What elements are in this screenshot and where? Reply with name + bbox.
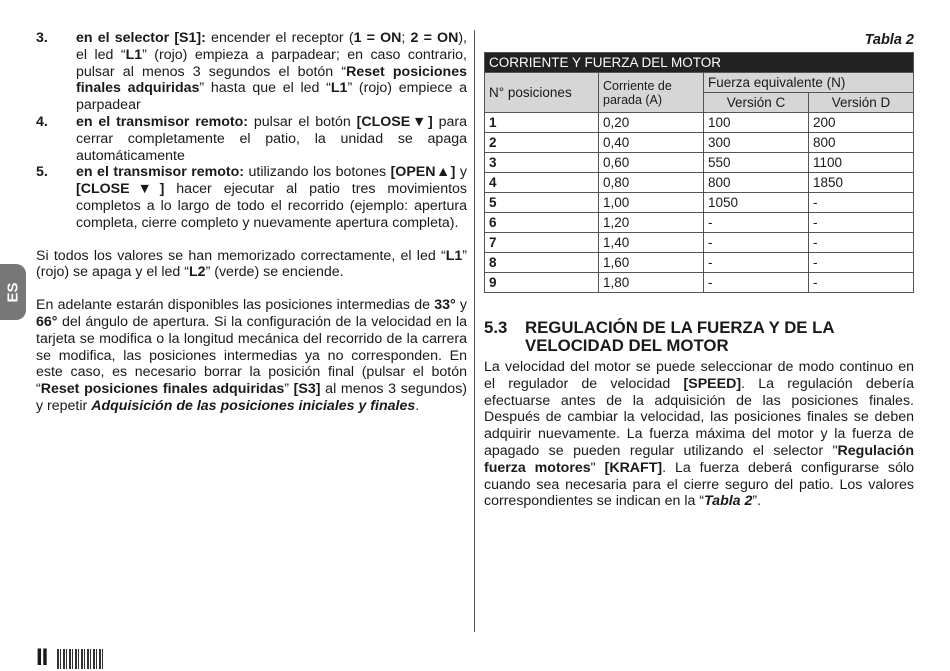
table-cell: 300 (704, 133, 809, 153)
table-cell: 1,60 (599, 253, 704, 273)
table-cell: 1050 (704, 193, 809, 213)
table-cell: 6 (485, 213, 599, 233)
step-item (36, 114, 467, 164)
table-cell: 2 (485, 133, 599, 153)
left-column (36, 30, 467, 415)
table-row (485, 133, 914, 153)
step-number: 3. (36, 30, 48, 46)
left-paragraphs (36, 248, 467, 415)
section-text-run: ”. (752, 493, 762, 510)
step-text-run: 2 = ON (410, 30, 459, 46)
paragraph-text-run: . (415, 397, 420, 414)
table-cell: 800 (808, 133, 913, 153)
step-text-run: [CLOSE▼] (76, 181, 165, 198)
step-text (76, 114, 467, 164)
paragraph-text-run: L2 (189, 264, 206, 281)
section-text-run: [SPEED] (683, 375, 742, 392)
language-tab-label: ES (4, 281, 22, 303)
page-footer (36, 646, 103, 669)
section-text-run: " (590, 459, 605, 476)
step-text-run: ” (rojo) empieza a parpadear; en caso contrario, pulsar al menos 3 segundos el botón “ (76, 46, 467, 80)
header-current: Corriente de parada (A) (599, 73, 704, 113)
table-cell: - (808, 213, 913, 233)
header-positions: N° posiciones (485, 73, 599, 113)
step-text-run: en el selector [S1]: (76, 30, 206, 46)
step-text-run: 1 = ON (353, 30, 402, 46)
table-row (485, 193, 914, 213)
paragraph-text-run: Reset posiciones finales adquiridas (40, 381, 285, 398)
step-text-run: ” (rojo) empiece a parpadear (76, 80, 467, 114)
table-title: CORRIENTE Y FUERZA DEL MOTOR (485, 53, 914, 73)
step-text-run: ), el led “ (76, 30, 467, 63)
paragraph-text-run: 66° (36, 313, 58, 330)
section-text-run: . La fuerza deberá configurarse sólo cuando sea necesaria para el cierre seguro del patio. Los valores correspondientes se indican en la “ (484, 459, 915, 510)
table-cell: 9 (485, 273, 599, 293)
section-title: REGULACIÓN DE LA FUERZA Y DE LA VELOCIDAD DEL MOTOR (525, 318, 834, 355)
table-cell: 0,60 (599, 153, 704, 173)
step-number: 5. (36, 164, 48, 181)
table-cell: - (704, 273, 809, 293)
paragraph-text-run: 33° (434, 297, 456, 314)
steps-list (36, 30, 467, 232)
language-tab (0, 264, 26, 320)
step-text-run: hacer ejecutar al patio tres movimientos completos a lo largo de todo el recorrido (ejemplo: apertura completa, cierre completo y nuevamente apertura completa). (76, 181, 468, 231)
table-cell: 100 (704, 113, 809, 133)
header-force: Fuerza equivalente (N) (704, 73, 914, 93)
paragraph-text-run: Adquisición de las posiciones iniciales y finales (91, 397, 416, 414)
step-text (76, 164, 467, 231)
step-text-run: ” hasta que el led “ (199, 80, 331, 97)
table-cell: - (808, 253, 913, 273)
step-text-run: L1 (330, 80, 348, 97)
motor-table (484, 52, 914, 293)
step-text-run: pulsar el botón (248, 113, 357, 130)
table-cell: 8 (485, 253, 599, 273)
table-row (485, 213, 914, 233)
step-text-run: ; (401, 30, 411, 46)
step-text-run: y (455, 164, 467, 181)
table-cell: 550 (704, 153, 809, 173)
step-text-run: para cerrar completamente el patio, la unidad se apaga automáticamente (76, 113, 467, 164)
table-row (485, 153, 914, 173)
paragraph-text-run: ” (rojo) se apaga y el led “ (36, 247, 467, 281)
table-cell: 3 (485, 153, 599, 173)
step-item (36, 30, 467, 114)
page-number: II (36, 644, 48, 671)
barcode-image (57, 649, 103, 669)
step-text-run: en el transmisor remoto: (76, 164, 245, 181)
table-cell: 0,80 (599, 173, 704, 193)
table-caption: Tabla 2 (864, 32, 914, 48)
column-divider (474, 30, 475, 632)
header-version-c: Versión C (704, 93, 809, 113)
step-text-run: Reset posiciones finales adquiridas (76, 63, 467, 97)
paragraph-text-run: En adelante estarán disponibles las posiciones intermedias de (36, 297, 435, 314)
step-text-run: utilizando los botones (244, 164, 391, 181)
table-cell: 4 (485, 173, 599, 193)
table-cell: - (704, 253, 809, 273)
section-number: 5.3 (484, 318, 508, 337)
table-cell: 1850 (808, 173, 913, 193)
body-paragraph (36, 248, 467, 282)
table-cell: - (808, 193, 913, 213)
step-text-run: L1 (125, 46, 143, 63)
step-text-run: en el transmisor remoto: (76, 113, 249, 130)
section-paragraph (484, 359, 914, 510)
table-row (485, 253, 914, 273)
table-cell: 1,00 (599, 193, 704, 213)
table-body (485, 113, 914, 293)
section-text-run: . La regulación debería efectuarse antes de la adquisición de las posiciones finales. Después de cambiar la velocidad, las posiciones finales se deben adquirir nuevamente. La fuerza máxima del motor y la fuerza de apagado se pueden regular utilizando el selector " (484, 375, 914, 459)
table-cell: 0,20 (599, 113, 704, 133)
paragraph-text-run: Si todos los valores se han memorizado correctamente, el led “ (36, 247, 446, 264)
table-row (485, 113, 914, 133)
step-text-run: encender el receptor ( (205, 30, 354, 46)
paragraph-text-run: ” (verde) se enciende. (205, 264, 344, 281)
step-number: 4. (36, 113, 48, 130)
section-text-run: [KRAFT] (604, 459, 663, 476)
header-version-d: Versión D (808, 93, 913, 113)
paragraph-text-run: L1 (445, 247, 463, 264)
table-row (485, 273, 914, 293)
table-cell: 1100 (808, 153, 913, 173)
table-cell: 800 (704, 173, 809, 193)
paragraph-text-run: del ángulo de apertura. Si la configuración de la velocidad en la tarjeta se modifica o la longitud mecánica del recorrido de la carrera se modifica, las posiciones intermedias ya no corresponden. En este caso, es necesario borrar la posición final (pulsar el botón “ (36, 313, 467, 398)
section-text-run: Regulación fuerza motores (484, 442, 914, 476)
table-cell: 1,80 (599, 273, 704, 293)
paragraph-text-run: [S3] (293, 381, 321, 398)
step-text-run: [CLOSE▼] (356, 113, 433, 130)
table-cell: 1,40 (599, 233, 704, 253)
table-cell: - (808, 233, 913, 253)
table-cell: - (808, 273, 913, 293)
step-item (36, 164, 467, 231)
table-cell: 5 (485, 193, 599, 213)
table-row (485, 233, 914, 253)
section-text-run: Tabla 2 (704, 493, 753, 510)
table-cell: - (704, 233, 809, 253)
table-cell: 200 (808, 113, 913, 133)
section-heading (484, 319, 914, 355)
table-cell: - (704, 213, 809, 233)
table-cell: 1 (485, 113, 599, 133)
body-paragraph (36, 297, 467, 415)
step-text (76, 30, 467, 114)
table-row (485, 173, 914, 193)
paragraph-text-run: al menos 3 segundos) y repetir (36, 381, 468, 414)
section-text-run: La velocidad del motor se puede seleccionar de modo continuo en el regulador de velocidad (484, 359, 914, 392)
right-column (484, 30, 914, 510)
table-cell: 0,40 (599, 133, 704, 153)
step-text-run: [OPEN▲] (390, 164, 456, 181)
paragraph-text-run: y (455, 297, 467, 314)
paragraph-text-run: ” (284, 381, 294, 398)
table-cell: 7 (485, 233, 599, 253)
table-cell: 1,20 (599, 213, 704, 233)
